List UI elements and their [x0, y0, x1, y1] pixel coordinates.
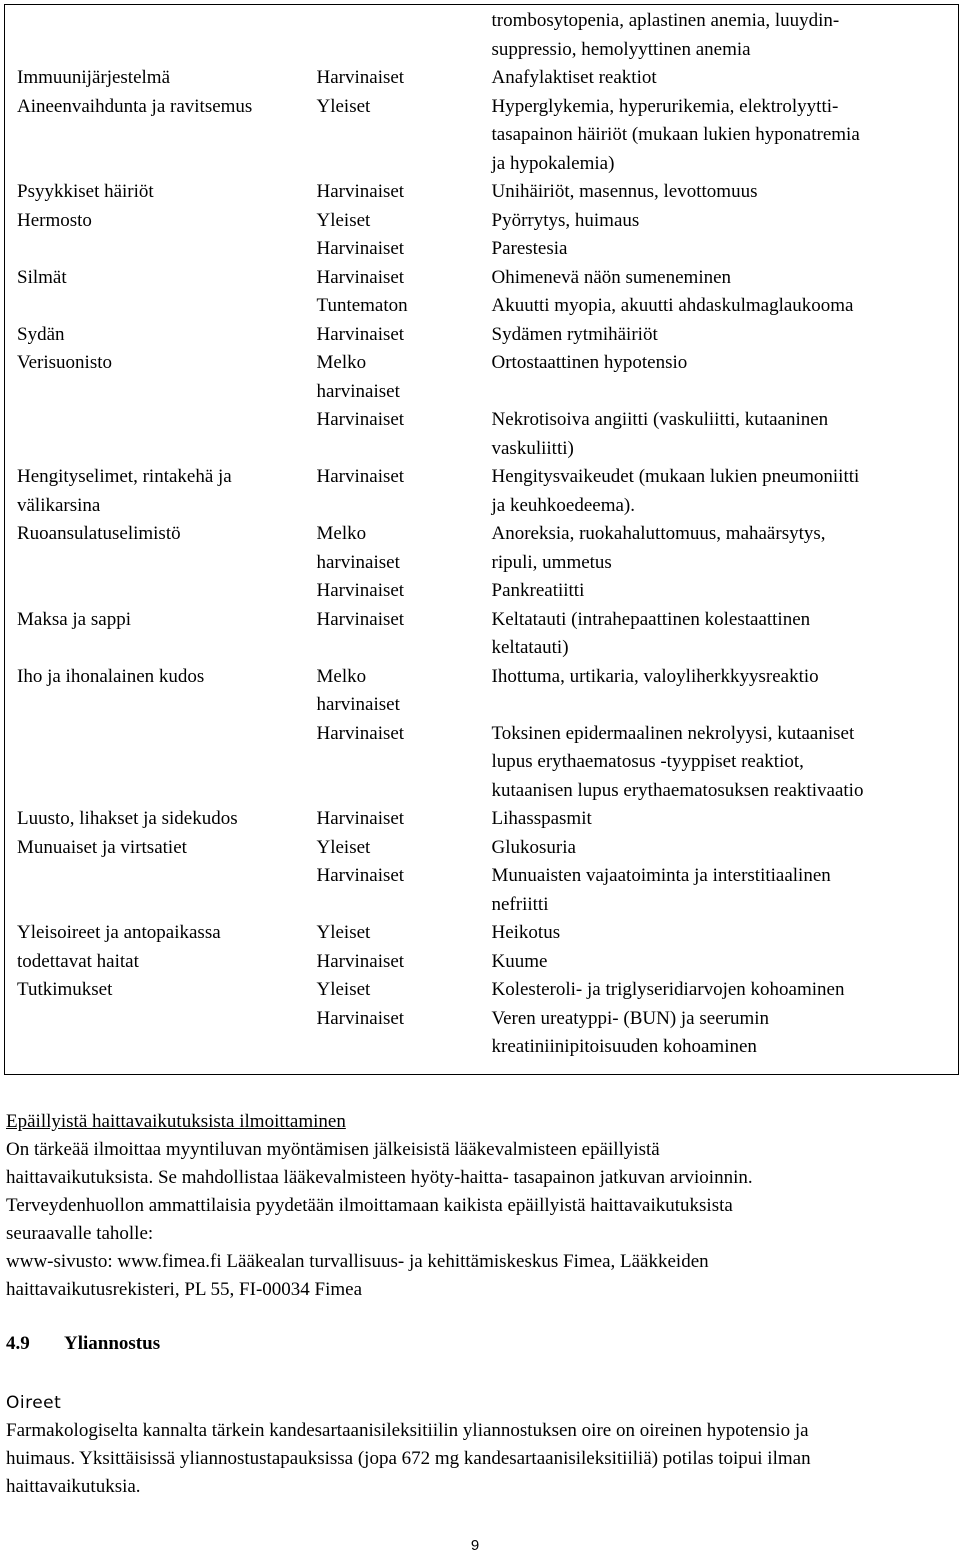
table-row [5, 976, 959, 1005]
frequency-cell [305, 5, 480, 65]
frequency-cell: Harvinaiset [316, 323, 405, 345]
table-row [5, 264, 959, 293]
table-row [5, 805, 959, 834]
frequency-cell: Harvinaiset [316, 67, 405, 88]
organ-class-cell [5, 292, 305, 321]
reaction-cell: Kolesteroli- ja triglyseridiarvojen kohoaminen [491, 979, 845, 1000]
reporting-heading: Epäillyistä haittavaikutuksista ilmoittaminen [6, 1111, 346, 1132]
reaction-cell: Munuaisten vajaatoiminta ja interstitiaalinen nefriitti [491, 865, 831, 915]
table-row [5, 406, 959, 463]
frequency-cell: Harvinaiset [316, 722, 405, 744]
organ-class-cell: Iho ja ihonalainen kudos [17, 665, 205, 687]
organ-class-cell: Aineenvaihdunta ja ravitsemus [17, 95, 253, 117]
reporting-line: On tärkeää ilmoittaa myyntiluvan myöntämisen jälkeisistä lääkevalmisteen epäillyistä [6, 1139, 660, 1160]
reaction-cell: Ohimenevä näön sumeneminen [491, 266, 732, 288]
frequency-cell: Harvinaiset [316, 1007, 405, 1029]
table-row [5, 321, 959, 350]
section-title: Yliannostus [64, 1333, 161, 1354]
table-row [5, 463, 959, 520]
organ-class-cell: Hengityselimet, rintakehä ja välikarsina [17, 466, 232, 516]
reaction-cell: Pyörrytys, huimaus [491, 209, 640, 231]
frequency-cell: Harvinaiset [316, 808, 405, 829]
table-row [5, 64, 959, 93]
overdose-line: Farmakologiselta kannalta tärkein kandesartaanisileksitiilin yliannostuksen oire on oireinen hypotensio ja [6, 1420, 809, 1441]
overdose-section [6, 1389, 952, 1501]
frequency-cell: Harvinaiset [316, 266, 405, 288]
frequency-cell: Harvinaiset [316, 608, 405, 630]
reaction-cell: Hyperglykemia, hyperurikemia, elektrolyytti- tasapainon häiriöt (mukaan lukien hyponatremia ja hypokalemia) [491, 95, 860, 174]
reporting-line: haittavaikutuksista. Se mahdollistaa lääkevalmisteen hyöty-haitta- tasapainon jatkuvan arvioinnin. [6, 1167, 753, 1188]
frequency-cell: Yleiset [316, 979, 371, 1000]
reaction-cell: Ortostaattinen hypotensio [491, 352, 688, 373]
organ-class-cell: Luusto, lihakset ja sidekudos [17, 808, 238, 829]
overdose-subheading: Oireet [6, 1393, 62, 1413]
table-row [5, 207, 959, 236]
table-row [5, 1005, 959, 1075]
table-row [5, 834, 959, 863]
organ-class-cell: Maksa ja sappi [17, 608, 131, 630]
frequency-cell: Yleiset [316, 209, 371, 231]
reaction-cell: Veren ureatyppi- (BUN) ja seerumin kreatiniinipitoisuuden kohoaminen [491, 1007, 770, 1057]
adverse-reactions-table [4, 4, 959, 1075]
organ-class-cell [5, 406, 305, 463]
reaction-cell: Nekrotisoiva angiitti (vaskuliitti, kutaaninen vaskuliitti) [491, 409, 829, 459]
reaction-cell: trombosytopenia, aplastinen anemia, luuydin- suppressio, hemolyyttinen anemia [491, 10, 840, 60]
reaction-cell: Anafylaktiset reaktiot [491, 67, 657, 88]
frequency-cell: Yleiset [316, 95, 371, 117]
organ-class-cell [5, 720, 305, 806]
table-row [5, 235, 959, 264]
reaction-cell: Unihäiriöt, masennus, levottomuus [491, 181, 758, 202]
reaction-cell: Toksinen epidermaalinen nekrolyysi, kutaaniset lupus erythaematosus -tyyppiset reaktiot, kutaanisen lupus erythaematosuksen reaktivaatio [491, 722, 864, 801]
reaction-cell: Hengitysvaikeudet (mukaan lukien pneumoniitti ja keuhkoedeema). [491, 466, 860, 516]
reaction-cell: Pankreatiitti [491, 580, 585, 601]
organ-class-cell [5, 862, 305, 919]
table-row [5, 93, 959, 179]
table-row [5, 862, 959, 919]
table-row [5, 520, 959, 577]
reaction-cell: Parestesia [491, 238, 568, 259]
organ-class-cell: Yleisoireet ja antopaikassa [17, 922, 221, 943]
frequency-cell: Melko harvinaiset [316, 352, 400, 402]
reporting-line: haittavaikutusrekisteri, PL 55, FI-00034 Fimea [6, 1279, 363, 1300]
adverse-reactions-table-body [5, 5, 959, 1075]
section-number: 4.9 [6, 1333, 30, 1354]
reporting-line: Terveydenhuollon ammattilaisia pyydetään ilmoittamaan kaikista epäillyistä haittavaikutuksista [6, 1195, 733, 1216]
reaction-cell: Glukosuria [491, 836, 576, 858]
organ-class-cell: Hermosto [17, 209, 92, 231]
organ-class-cell: Ruoansulatuselimistö [17, 523, 181, 544]
table-row [5, 349, 959, 406]
section-heading [6, 1333, 160, 1355]
table-row [5, 948, 959, 977]
table-row [5, 919, 959, 948]
organ-class-cell [5, 235, 305, 264]
frequency-cell: Harvinaiset [316, 950, 405, 972]
page-number: 9 [470, 1537, 480, 1554]
organ-class-cell: Sydän [17, 323, 65, 345]
table-row [5, 577, 959, 606]
frequency-cell: Yleiset [316, 836, 371, 858]
organ-class-cell [5, 1005, 305, 1075]
table-row [5, 663, 959, 720]
organ-class-cell [5, 5, 305, 65]
frequency-cell: Melko harvinaiset [316, 523, 400, 573]
table-row [5, 606, 959, 663]
frequency-cell: Harvinaiset [316, 409, 405, 430]
organ-class-cell: Munuaiset ja virtsatiet [17, 836, 187, 858]
reaction-cell: Keltatauti (intrahepaattinen kolestaattinen keltatauti) [491, 608, 811, 658]
organ-class-cell [5, 577, 305, 606]
frequency-cell: Harvinaiset [316, 466, 405, 487]
overdose-line: haittavaikutuksia. [6, 1476, 141, 1497]
reporting-section [6, 1108, 952, 1304]
frequency-cell: Tuntematon [316, 295, 408, 316]
reaction-cell: Heikotus [491, 922, 561, 943]
reaction-cell: Akuutti myopia, akuutti ahdaskulmaglaukooma [491, 295, 854, 316]
organ-class-cell: Tutkimukset [17, 979, 113, 1000]
reporting-line: seuraavalle taholle: [6, 1223, 154, 1244]
reaction-cell: Sydämen rytmihäiriöt [491, 323, 658, 345]
reaction-cell: Anoreksia, ruokahaluttomuus, mahaärsytys, ripuli, ummetus [491, 523, 826, 573]
frequency-cell: Harvinaiset [316, 580, 405, 601]
table-row [5, 178, 959, 207]
table-row [5, 720, 959, 806]
organ-class-cell: todettavat haitat [17, 950, 139, 972]
reporting-line: www-sivusto: www.fimea.fi Lääkealan turvallisuus- ja kehittämiskeskus Fimea, Lääkkeiden [6, 1251, 709, 1272]
frequency-cell: Harvinaiset [316, 865, 405, 886]
organ-class-cell: Verisuonisto [17, 352, 112, 373]
organ-class-cell: Immuunijärjestelmä [17, 67, 171, 88]
table-row [5, 292, 959, 321]
organ-class-cell: Psyykkiset häiriöt [17, 181, 154, 202]
overdose-line: huimaus. Yksittäisissä yliannostustapauksissa (jopa 672 mg kandesartaanisileksitiiliä) potilas toipui ilman [6, 1448, 811, 1469]
frequency-cell: Yleiset [316, 922, 371, 943]
table-row [5, 5, 959, 65]
organ-class-cell: Silmät [17, 266, 67, 288]
frequency-cell: Melko harvinaiset [316, 665, 400, 715]
reaction-cell: Ihottuma, urtikaria, valoyliherkkyysreaktio [491, 665, 819, 687]
frequency-cell: Harvinaiset [316, 238, 405, 259]
frequency-cell: Harvinaiset [316, 181, 405, 202]
reaction-cell: Kuume [491, 950, 548, 972]
reaction-cell: Lihasspasmit [491, 808, 592, 829]
